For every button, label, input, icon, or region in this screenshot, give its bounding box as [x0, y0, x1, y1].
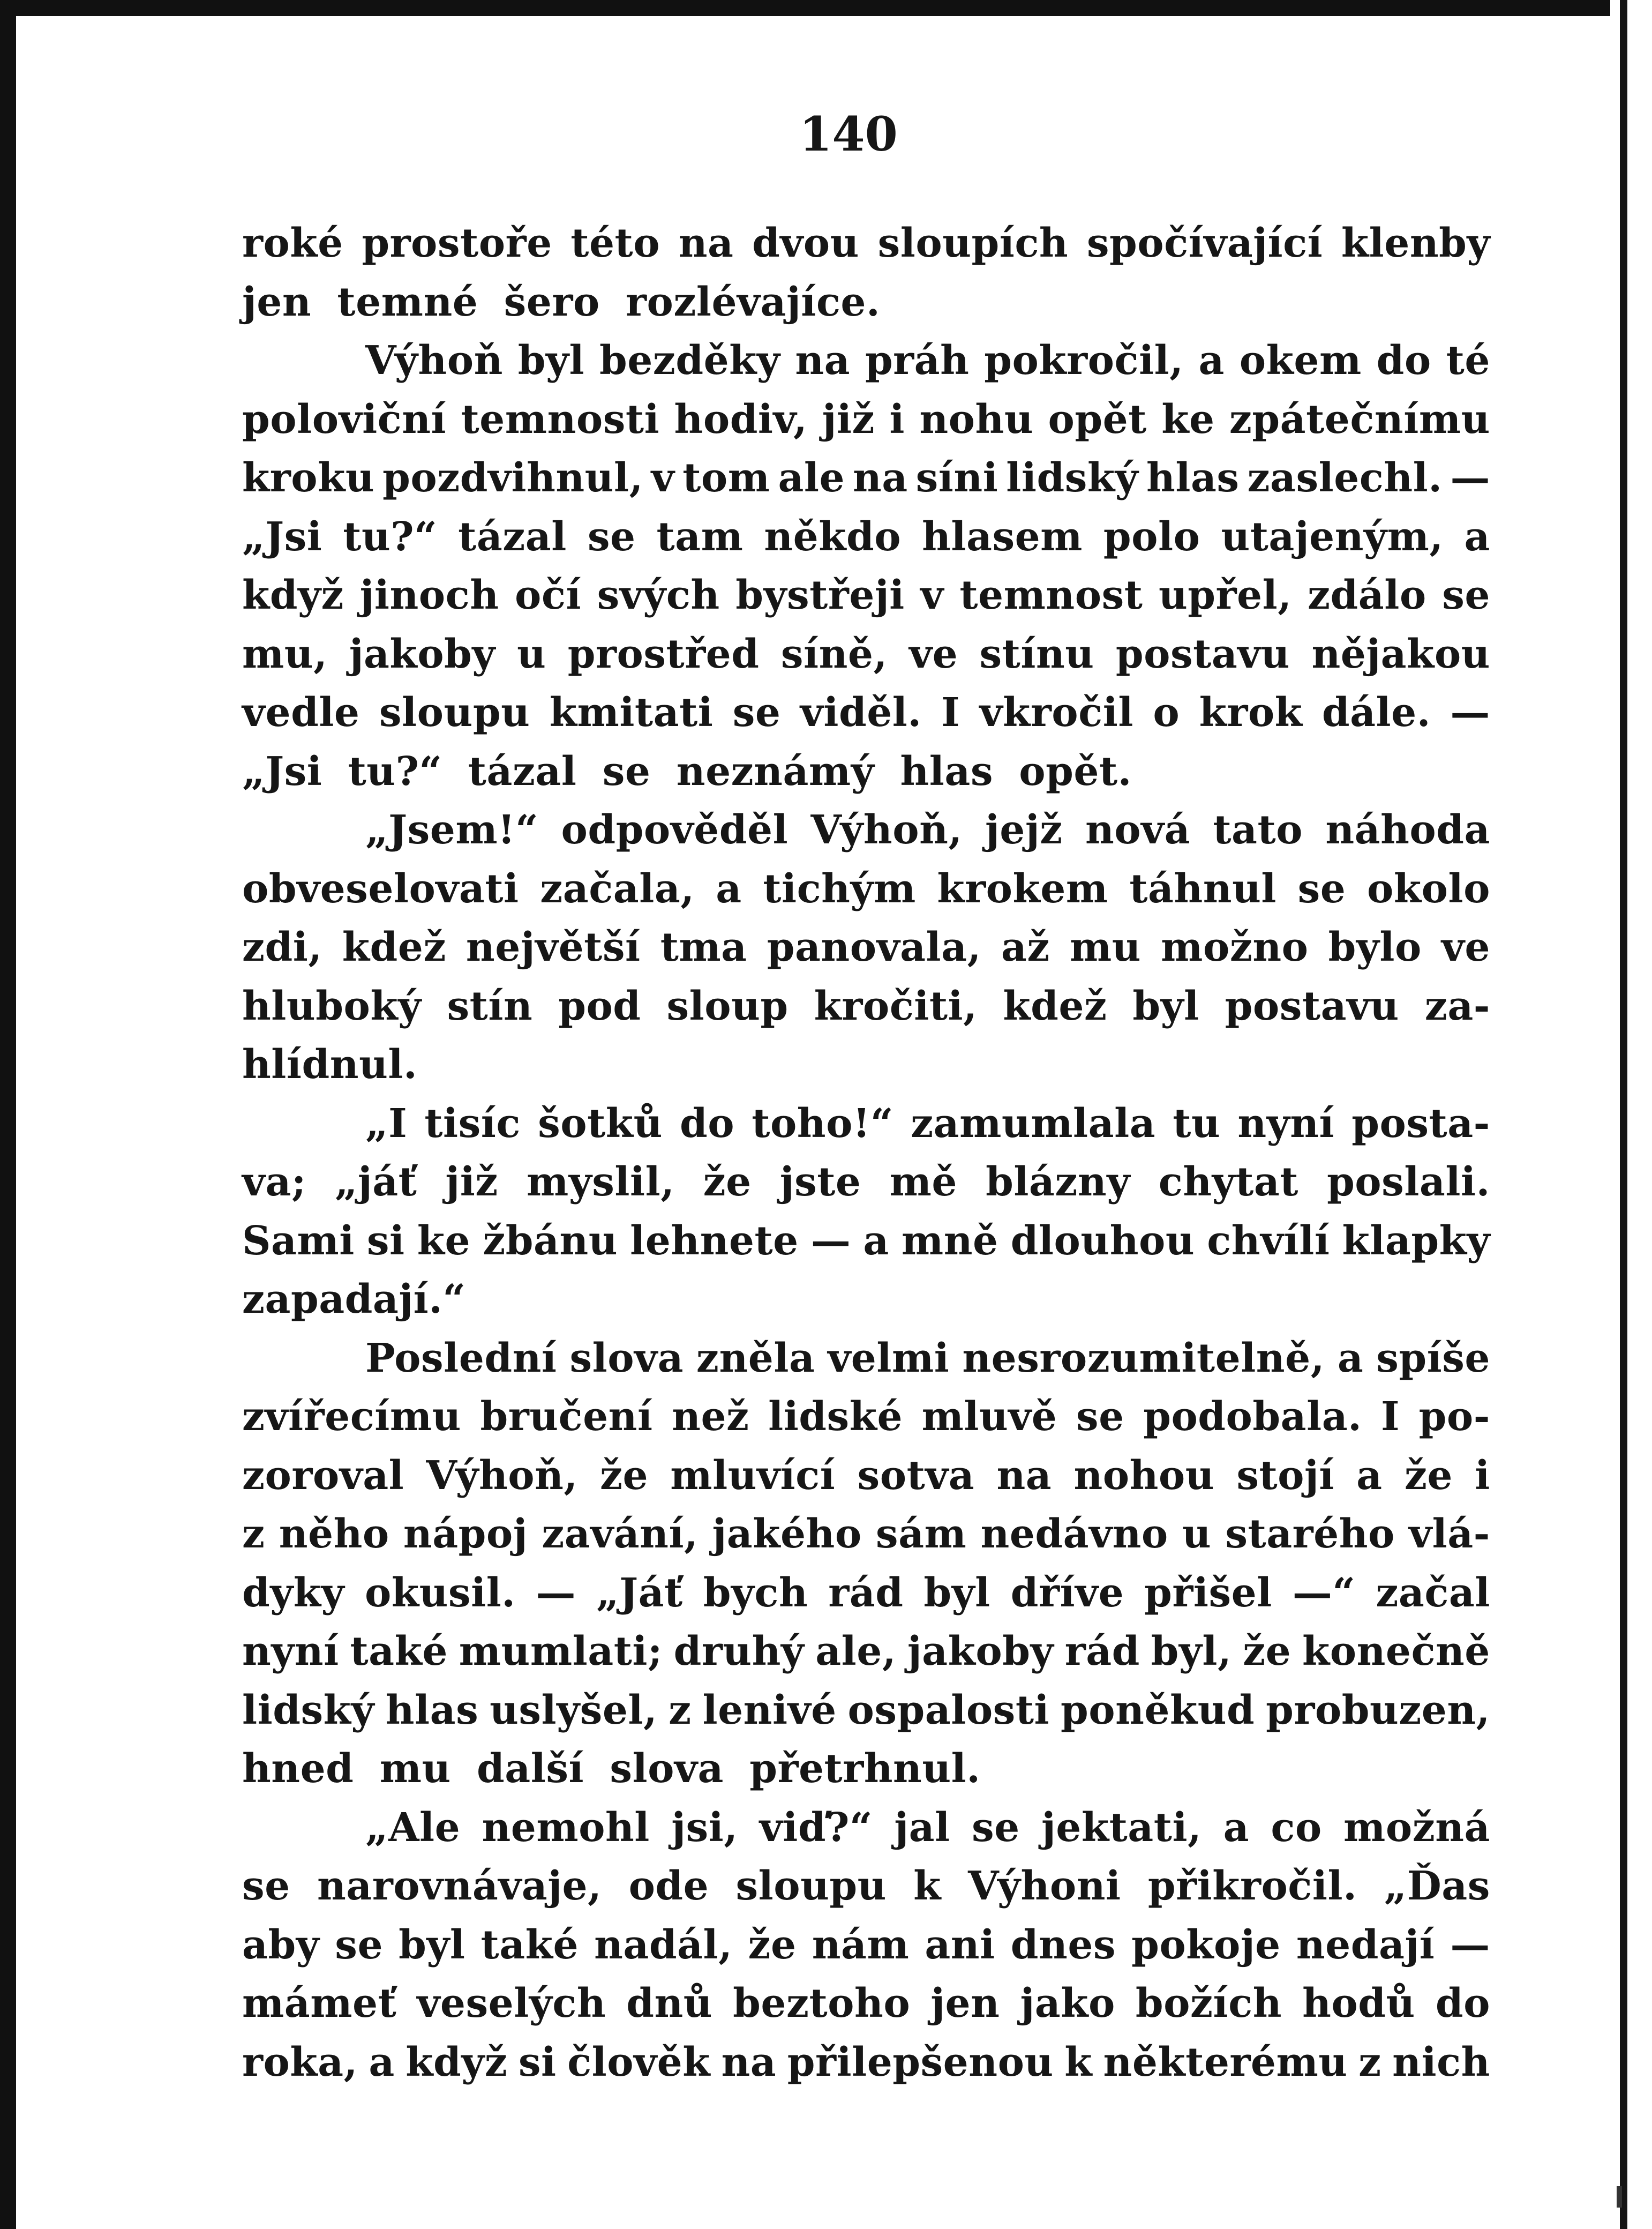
word: se — [971, 1804, 1020, 1851]
scan-border-right — [1620, 0, 1627, 2229]
word: viď?“ — [759, 1804, 873, 1851]
text-line: zapadají.“ — [242, 1276, 466, 1322]
word: nedávno — [980, 1511, 1168, 1557]
word: —“ — [1292, 1569, 1356, 1616]
word: nyní — [1237, 1100, 1335, 1147]
word: že — [1404, 1452, 1453, 1499]
word: klapky — [1342, 1217, 1490, 1264]
word: sám — [875, 1511, 967, 1557]
word: nohu — [919, 396, 1034, 443]
word: se — [1076, 1394, 1124, 1440]
word: poloviční — [242, 396, 447, 443]
word: nedají — [1296, 1921, 1435, 1968]
word: u — [1182, 1511, 1212, 1557]
word: veselých — [417, 1980, 606, 2026]
word: utajeným, — [1221, 513, 1444, 560]
word: a — [369, 2039, 395, 2085]
word: o — [1153, 690, 1180, 736]
word: dlouhou — [1010, 1217, 1195, 1264]
word: „Jáť — [596, 1569, 683, 1616]
word: tato — [1213, 807, 1303, 853]
text-line — [242, 332, 1490, 391]
text-line — [242, 918, 1490, 977]
word: nemohl — [482, 1804, 650, 1851]
word: než — [672, 1394, 749, 1440]
word: zdi, — [242, 924, 322, 970]
word: jako — [1020, 1980, 1115, 2026]
word: Výhoň, — [810, 807, 963, 853]
word: aby — [242, 1921, 320, 1968]
word: rád — [1064, 1628, 1140, 1674]
word: dyky — [242, 1569, 345, 1616]
word: posta- — [1351, 1100, 1490, 1147]
scan-border-right-margin — [1610, 0, 1652, 2229]
word: krokem — [937, 865, 1108, 912]
word: klenby — [1341, 220, 1490, 266]
word: že — [599, 1452, 649, 1499]
word: se — [335, 1921, 384, 1968]
word: božích — [1135, 1980, 1282, 2026]
word: blázny — [986, 1159, 1130, 1205]
word: lenivé — [702, 1687, 837, 1733]
word: hlasem — [922, 513, 1083, 560]
text-line: „Jsi tu?“ tázal se neznámý hlas opět. — [242, 748, 1132, 795]
word: mu — [1069, 924, 1142, 970]
word: byl, — [1151, 1628, 1232, 1674]
text-line — [242, 214, 1490, 273]
word: probuzen, — [1266, 1687, 1490, 1733]
word: po- — [1418, 1394, 1490, 1440]
word: zamumlala — [911, 1100, 1156, 1147]
word: ve — [909, 631, 958, 677]
word: se — [1297, 865, 1346, 912]
word: ke — [1161, 396, 1215, 443]
word: bych — [703, 1569, 808, 1616]
word: té — [1446, 338, 1490, 384]
text-line: jen temné šero rozlévajíce. — [242, 279, 881, 325]
word: nesrozumitelně, — [962, 1335, 1325, 1381]
word: a — [1464, 513, 1490, 560]
word: nadál, — [594, 1921, 733, 1968]
word: I — [1380, 1394, 1400, 1440]
word: tichým — [763, 865, 916, 912]
word: lehnete — [630, 1217, 799, 1264]
word: hlas — [385, 1687, 479, 1733]
word: prostoře — [362, 220, 552, 266]
word: k — [1064, 2039, 1093, 2085]
word: jste — [779, 1159, 861, 1205]
word: jinoch — [359, 572, 499, 618]
word: poněkud — [1060, 1687, 1255, 1733]
text-line — [242, 1799, 1490, 1858]
word: u — [517, 631, 546, 677]
word: dříve — [1010, 1569, 1124, 1616]
word: náhoda — [1325, 807, 1490, 853]
word: — — [1450, 455, 1490, 501]
word: byl — [1132, 983, 1199, 1029]
word: přišel — [1144, 1569, 1272, 1616]
word: temnost — [959, 572, 1143, 618]
word: tisíc — [424, 1100, 521, 1147]
word: postavu — [1115, 631, 1290, 677]
word: stínu — [979, 631, 1094, 677]
word: spočívající — [1086, 220, 1323, 266]
word: zoroval — [242, 1452, 404, 1499]
word: když — [406, 2039, 508, 2085]
word: ve — [1441, 924, 1490, 970]
word: do — [680, 1100, 735, 1147]
word: možná — [1343, 1804, 1490, 1851]
word: prostřed — [567, 631, 760, 677]
word: a — [1356, 1452, 1383, 1499]
word: a — [1198, 338, 1225, 384]
word: nám — [812, 1921, 910, 1968]
text-line — [242, 1622, 1490, 1681]
scan-border-top — [0, 0, 1652, 16]
word: a — [1337, 1335, 1364, 1381]
word: zaslechl. — [1247, 455, 1443, 501]
word: jsi, — [671, 1804, 738, 1851]
word: že — [703, 1159, 752, 1205]
word: mě — [889, 1159, 957, 1205]
word: postavu — [1225, 983, 1399, 1029]
word: již — [445, 1159, 498, 1205]
word: k — [913, 1863, 941, 1909]
word: táhnul — [1129, 865, 1276, 912]
word: kroku — [242, 455, 375, 501]
word: jakoby — [349, 631, 495, 677]
text-line — [242, 1681, 1490, 1740]
text-line — [242, 1564, 1490, 1623]
word: roka, — [242, 2039, 358, 2085]
page-text — [242, 214, 1490, 2092]
word: až — [1001, 924, 1050, 970]
word: poslali. — [1327, 1159, 1490, 1205]
text-line: hlídnul. — [242, 1042, 418, 1088]
word: — — [1450, 690, 1490, 736]
text-line — [242, 977, 1490, 1036]
word: sloupích — [877, 220, 1069, 266]
word: bylo — [1328, 924, 1422, 970]
word: zpátečnímu — [1229, 396, 1490, 443]
text-line — [242, 1095, 1490, 1154]
word: očí — [515, 572, 582, 618]
word: pozdvihnul, — [382, 455, 643, 501]
word: a — [863, 1217, 889, 1264]
word: mu, — [242, 631, 328, 677]
word: — — [1450, 1921, 1490, 1968]
word: mumlati; — [459, 1628, 663, 1674]
word: spíše — [1376, 1335, 1490, 1381]
word: zavání, — [542, 1511, 699, 1557]
word: některému — [1103, 2039, 1348, 2085]
word: tázal — [458, 513, 567, 560]
word: temnosti — [461, 396, 660, 443]
word: tu?“ — [343, 513, 438, 560]
word: „I — [365, 1100, 408, 1147]
word: „Ďas — [1384, 1863, 1490, 1909]
word: krok — [1199, 690, 1303, 736]
word: do — [1376, 338, 1431, 384]
word: byl — [399, 1921, 465, 1968]
word: hlas — [1146, 455, 1240, 501]
word: I — [941, 690, 960, 736]
word: viděl. — [800, 690, 922, 736]
word: Výhoň, — [426, 1452, 578, 1499]
word: „jáť — [334, 1159, 417, 1205]
word: něho — [279, 1511, 389, 1557]
word: sloupu — [379, 690, 530, 736]
word: Výhoň — [365, 338, 503, 384]
word: ale, — [815, 1628, 897, 1674]
word: se — [587, 513, 636, 560]
word: okolo — [1367, 865, 1490, 912]
word: dnes — [1010, 1921, 1116, 1968]
word: také — [480, 1921, 579, 1968]
word: chvílí — [1207, 1217, 1330, 1264]
word: tom — [682, 455, 770, 501]
word: ke — [417, 1217, 471, 1264]
word: zněla — [696, 1335, 815, 1381]
word: bystřeji — [735, 572, 905, 618]
word: tma — [660, 924, 747, 970]
word: va; — [242, 1159, 306, 1205]
word: Výhoni — [968, 1863, 1121, 1909]
word: sotva — [857, 1452, 975, 1499]
word: tu — [1173, 1100, 1221, 1147]
word: panovala, — [767, 924, 981, 970]
word: a — [716, 865, 742, 912]
word: když — [242, 572, 344, 618]
word: nová — [1085, 807, 1191, 853]
word: žbánu — [483, 1217, 618, 1264]
word: za- — [1424, 983, 1490, 1029]
text-line — [242, 860, 1490, 919]
word: na — [795, 338, 851, 384]
text-line — [242, 1153, 1490, 1212]
word: dále. — [1321, 690, 1431, 736]
word: Sami — [242, 1217, 355, 1264]
word: beztoho — [733, 1980, 911, 2026]
word: konečně — [1302, 1628, 1490, 1674]
word: šotků — [538, 1100, 663, 1147]
word: někdo — [764, 513, 902, 560]
word: ani — [925, 1921, 995, 1968]
word: upřel, — [1158, 572, 1292, 618]
word: odpověděl — [561, 807, 789, 853]
word: jektati, — [1041, 1804, 1202, 1851]
word: nějakou — [1311, 631, 1490, 677]
word: zdálo — [1308, 572, 1426, 618]
word: lidské — [768, 1394, 903, 1440]
text-line — [242, 1329, 1490, 1388]
word: z — [242, 1511, 265, 1557]
word: jakého — [712, 1511, 862, 1557]
word: obveselovati — [242, 865, 519, 912]
page-number: 140 — [799, 106, 898, 162]
word: co — [1271, 1804, 1322, 1851]
word: chytat — [1158, 1159, 1298, 1205]
text-line — [242, 1212, 1490, 1271]
word: nohou — [1073, 1452, 1215, 1499]
word: jejž — [985, 807, 1063, 853]
word: síni — [915, 455, 998, 501]
text-line — [242, 1447, 1490, 1506]
text-line — [242, 684, 1490, 743]
word: kročiti, — [814, 983, 978, 1029]
text-line — [242, 449, 1490, 508]
word: bručení — [480, 1394, 653, 1440]
word: začala, — [540, 865, 695, 912]
word: ode — [628, 1863, 709, 1909]
word: jakoby — [907, 1628, 1054, 1674]
word: kmitati — [549, 690, 714, 736]
word: i — [889, 396, 905, 443]
word: kdež — [1003, 983, 1107, 1029]
word: roké — [242, 220, 343, 266]
scan-edge-mark — [1617, 2186, 1622, 2208]
word: pod — [558, 983, 641, 1029]
word: již — [822, 396, 875, 443]
word: z — [669, 1687, 692, 1733]
word: sloupu — [735, 1863, 887, 1909]
word: v — [920, 572, 944, 618]
scan-border-left — [0, 0, 16, 2229]
word: hluboký — [242, 983, 422, 1029]
word: ale — [778, 455, 845, 501]
word: Poslední — [365, 1335, 557, 1381]
word: nyní — [242, 1628, 339, 1674]
word: dvou — [752, 220, 859, 266]
word: svých — [597, 572, 720, 618]
word: přikročil. — [1147, 1863, 1357, 1909]
word: podobala. — [1143, 1394, 1362, 1440]
word: největší — [465, 924, 641, 970]
word: v — [651, 455, 675, 501]
word: a — [1223, 1804, 1250, 1851]
word: toho!“ — [752, 1100, 894, 1147]
word: ospalosti — [847, 1687, 1050, 1733]
word: této — [570, 220, 660, 266]
word: hodiv, — [674, 396, 808, 443]
word: přilepšenou — [787, 2039, 1054, 2085]
text-line — [242, 1505, 1490, 1564]
text-line — [242, 1974, 1490, 2033]
word: začal — [1376, 1569, 1490, 1616]
word: myslil, — [526, 1159, 675, 1205]
word: možno — [1161, 924, 1309, 970]
word: zvířecímu — [242, 1394, 461, 1440]
text-line — [242, 508, 1490, 567]
word: stín — [447, 983, 533, 1029]
word: se — [242, 1863, 290, 1909]
word: i — [1475, 1452, 1490, 1499]
word: si — [518, 2039, 557, 2085]
word: lidský — [1006, 455, 1139, 501]
word: na — [852, 455, 908, 501]
word: okem — [1239, 338, 1362, 384]
word: sloup — [666, 983, 789, 1029]
word: „Jsem!“ — [365, 807, 539, 853]
word: rád — [828, 1569, 904, 1616]
text-line — [242, 1916, 1490, 1975]
text-line — [242, 1857, 1490, 1916]
word: mluvící — [670, 1452, 836, 1499]
word: síně, — [780, 631, 888, 677]
word: se — [732, 690, 781, 736]
word: kdež — [342, 924, 446, 970]
word: také — [350, 1628, 448, 1674]
word: si — [366, 1217, 405, 1264]
word: „Ale — [365, 1804, 461, 1851]
word: práh — [865, 338, 970, 384]
text-line — [242, 801, 1490, 860]
word: mně — [901, 1217, 998, 1264]
text-line — [242, 566, 1490, 625]
word: narovnávaje, — [317, 1863, 602, 1909]
text-line: hned mu další slova přetrhnul. — [242, 1746, 981, 1792]
word: druhý — [673, 1628, 805, 1674]
word: vkročil — [979, 690, 1133, 736]
word: z — [1358, 2039, 1381, 2085]
word: vlá- — [1409, 1511, 1490, 1557]
word: okusil. — [364, 1569, 516, 1616]
word: opět — [1048, 396, 1147, 443]
word: tam — [656, 513, 744, 560]
word: stojí — [1236, 1452, 1334, 1499]
word: na — [996, 1452, 1052, 1499]
text-line — [242, 1388, 1490, 1447]
word: do — [1435, 1980, 1490, 2026]
word: na — [721, 2039, 777, 2085]
word: polo — [1103, 513, 1200, 560]
word: mámeť — [242, 1980, 397, 2026]
word: pokoje — [1131, 1921, 1281, 1968]
word: člověk — [567, 2039, 710, 2085]
word: že — [1243, 1628, 1291, 1674]
word: uslyšel, — [490, 1687, 658, 1733]
word: vedle — [242, 690, 360, 736]
word: — — [536, 1569, 576, 1616]
word: dnů — [626, 1980, 713, 2026]
word: nich — [1392, 2039, 1490, 2085]
text-line — [242, 625, 1490, 684]
word: hodů — [1302, 1980, 1415, 2026]
word: velmi — [828, 1335, 950, 1381]
word: byl — [517, 338, 585, 384]
word: „Jsi — [242, 513, 322, 560]
word: se — [1442, 572, 1490, 618]
word: nápoj — [403, 1511, 528, 1557]
word: mluvě — [921, 1394, 1057, 1440]
text-line — [242, 391, 1490, 450]
word: jal — [894, 1804, 950, 1851]
word: bezděky — [599, 338, 780, 384]
word: starého — [1225, 1511, 1395, 1557]
word: byl — [923, 1569, 990, 1616]
word: jen — [930, 1980, 1000, 2026]
word: lidský — [242, 1687, 374, 1733]
word: že — [748, 1921, 797, 1968]
word: — — [810, 1217, 851, 1264]
word: slova — [569, 1335, 684, 1381]
word: na — [678, 220, 734, 266]
word: pokročil, — [984, 338, 1184, 384]
text-line — [242, 2033, 1490, 2092]
